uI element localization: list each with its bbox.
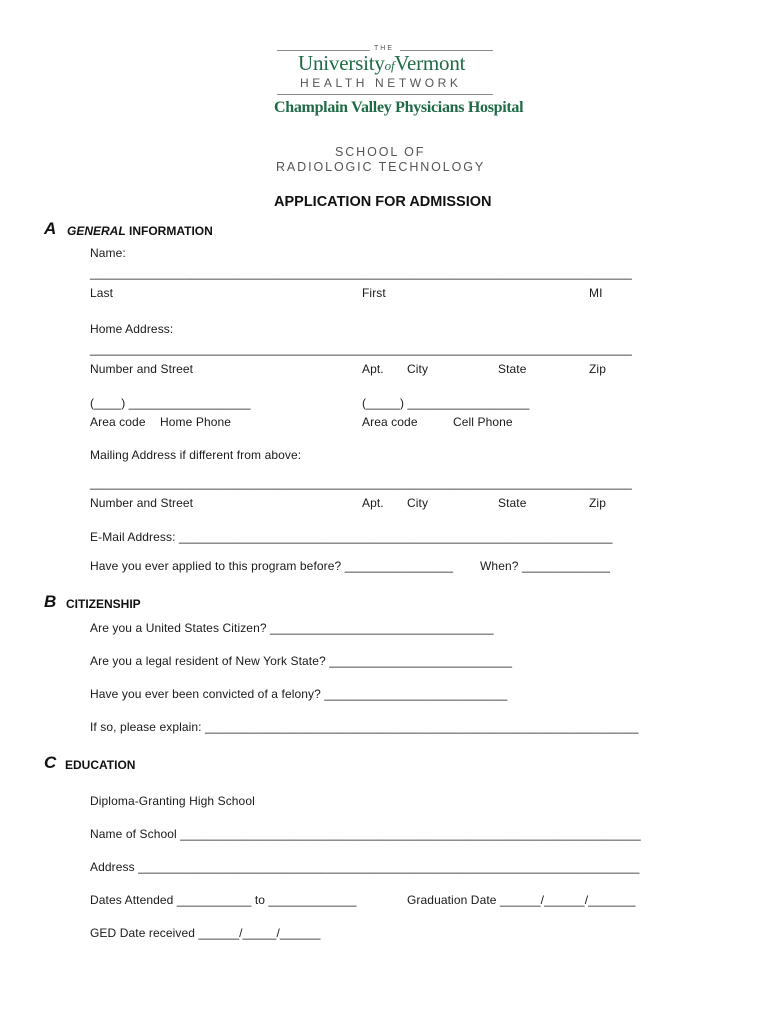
- section-a-title: GENERAL INFORMATION: [67, 224, 213, 238]
- home-state-caption: State: [498, 362, 527, 376]
- mail-zip-caption: Zip: [589, 496, 606, 510]
- logo-rule-bottom: [277, 94, 493, 95]
- logo-hospital-name: Champlain Valley Physicians Hospital: [274, 99, 524, 116]
- name-label: Name:: [90, 246, 126, 260]
- ny-resident-field[interactable]: Are you a legal resident of New York State? ___________________________: [90, 654, 513, 668]
- home-address-field[interactable]: ________________________________________________________________________________: [90, 342, 632, 356]
- section-c-letter: C: [44, 753, 57, 772]
- home-area-code-caption: Area code: [90, 415, 146, 429]
- graduation-date-field[interactable]: Graduation Date ______/______/_______: [407, 893, 636, 907]
- diploma-school-label: Diploma-Granting High School: [90, 794, 255, 808]
- mail-state-caption: State: [498, 496, 527, 510]
- mail-city-caption: City: [407, 496, 429, 510]
- applied-when-field[interactable]: When? _____________: [480, 559, 611, 573]
- name-first-caption: First: [362, 286, 386, 300]
- school-line-1: SCHOOL OF: [335, 145, 426, 159]
- cell-area-code-caption: Area code: [362, 415, 418, 429]
- dates-attended-field[interactable]: Dates Attended ___________ to _____________: [90, 893, 357, 907]
- mail-number-street-caption: Number and Street: [90, 496, 194, 510]
- home-address-label: Home Address:: [90, 322, 174, 336]
- home-number-street-caption: Number and Street: [90, 362, 194, 376]
- logo-the: THE: [374, 45, 394, 52]
- section-c-title: EDUCATION: [65, 758, 136, 772]
- name-last-caption: Last: [90, 286, 114, 300]
- mailing-address-label: Mailing Address if different from above:: [90, 448, 302, 462]
- cell-phone-field[interactable]: (_____) __________________: [362, 396, 530, 410]
- email-field[interactable]: E-Mail Address: ________________________________________________________________: [90, 530, 613, 544]
- cell-phone-caption: Cell Phone: [453, 415, 513, 429]
- school-name-field[interactable]: Name of School ____________________________________________________________________: [90, 827, 641, 841]
- mail-apt-caption: Apt.: [362, 496, 384, 510]
- felony-field[interactable]: Have you ever been convicted of a felony? ___________________________: [90, 687, 508, 701]
- ged-date-field[interactable]: GED Date received ______/_____/______: [90, 926, 321, 940]
- section-b-title: CITIZENSHIP: [66, 597, 141, 611]
- mailing-address-field[interactable]: ________________________________________________________________________________: [90, 476, 632, 490]
- logo-university-of-vermont: UniversityofVermont: [298, 51, 466, 75]
- page-title: APPLICATION FOR ADMISSION: [274, 194, 492, 210]
- school-address-field[interactable]: Address __________________________________________________________________________: [90, 860, 640, 874]
- name-field[interactable]: ________________________________________________________________________________: [90, 266, 632, 280]
- us-citizen-field[interactable]: Are you a United States Citizen? _________________________________: [90, 621, 494, 635]
- home-city-caption: City: [407, 362, 429, 376]
- section-a-letter: A: [44, 219, 57, 238]
- home-apt-caption: Apt.: [362, 362, 384, 376]
- logo-health-network: HEALTH NETWORK: [300, 76, 462, 90]
- name-mi-caption: MI: [589, 286, 603, 300]
- home-phone-field[interactable]: (____) __________________: [90, 396, 251, 410]
- section-b-letter: B: [44, 592, 57, 611]
- school-line-2: RADIOLOGIC TECHNOLOGY: [276, 160, 486, 174]
- felony-explain-field[interactable]: If so, please explain: ________________________________________________________________: [90, 720, 639, 734]
- home-zip-caption: Zip: [589, 362, 606, 376]
- applied-before-field[interactable]: Have you ever applied to this program before? ________________: [90, 559, 454, 573]
- home-phone-caption: Home Phone: [160, 415, 232, 429]
